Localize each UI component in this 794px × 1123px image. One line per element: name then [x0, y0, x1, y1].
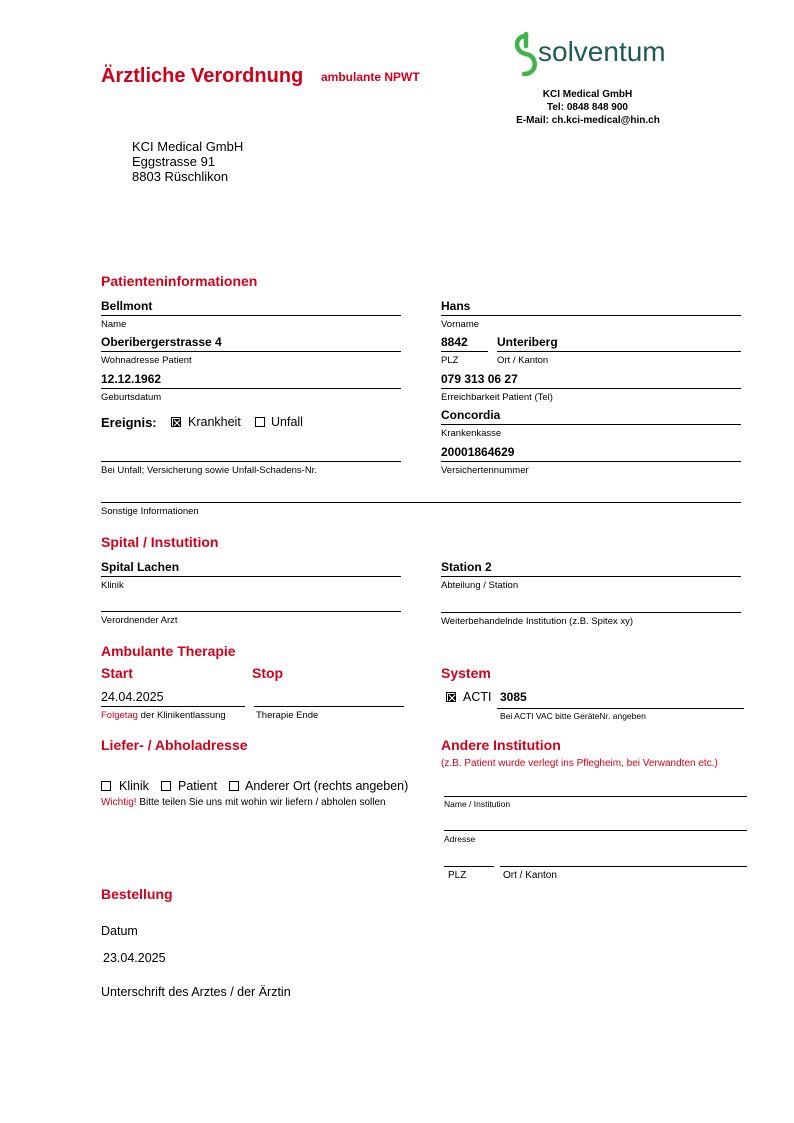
- event-label: Ereignis:: [101, 415, 157, 430]
- patient-address-line: [101, 351, 401, 352]
- company-phone: Tel: 0848 848 900: [547, 102, 628, 113]
- order-date-value[interactable]: 23.04.2025: [103, 951, 166, 965]
- patient-vorname-label: Vorname: [441, 319, 480, 330]
- delivery-note-text: Bitte teilen Sie uns mit wohin wir liefern / abholen sollen: [139, 797, 386, 808]
- checkmark-x-icon: [172, 418, 182, 428]
- order-heading: Bestellung: [101, 886, 173, 902]
- event-krankheit-checkbox[interactable]: [171, 417, 181, 427]
- patient-name-line: [101, 315, 401, 316]
- delivery-heading: Liefer- / Abholadresse: [101, 737, 248, 753]
- start-date-label: [101, 710, 226, 721]
- patient-phone-line: [441, 388, 741, 389]
- accident-label: Bei Unfall; Versicherung sowie Unfall-Schadens-Nr.: [101, 465, 317, 476]
- signature-label: Unterschrift des Arztes / der Ärztin: [101, 985, 291, 999]
- other-plz-line[interactable]: [444, 866, 494, 867]
- doctor-label: Verordnender Arzt: [101, 615, 178, 626]
- device-number-line: [497, 708, 744, 709]
- patient-plz-label: PLZ: [441, 355, 459, 366]
- patient-name-value[interactable]: Bellmont: [101, 299, 153, 313]
- company-name: KCI Medical GmbH: [542, 89, 633, 100]
- hospital-heading: Spital / Instutition: [101, 534, 219, 550]
- clinic-label: Klinik: [101, 580, 124, 591]
- recipient-line-1: KCI Medical GmbH: [132, 139, 244, 154]
- start-label-rest: der Klinikentlassung: [140, 710, 226, 721]
- other-ort-line[interactable]: [500, 866, 747, 867]
- system-acti-label: ACTI: [463, 690, 492, 704]
- form-subtitle: ambulante NPWT: [321, 70, 420, 84]
- insurance-number-line: [441, 461, 741, 462]
- delivery-other-checkbox[interactable]: [229, 781, 239, 791]
- event-unfall-checkbox[interactable]: [255, 417, 265, 427]
- order-date-label: Datum: [101, 924, 138, 938]
- insurance-number-label: Versichertennummer: [441, 465, 529, 476]
- clinic-line: [101, 576, 401, 577]
- insurance-line: [441, 424, 741, 425]
- patient-ort-value[interactable]: Unteriberg: [497, 335, 558, 349]
- other-info-line[interactable]: [101, 502, 741, 503]
- patient-address-label: Wohnadresse Patient: [101, 355, 192, 366]
- insurance-label: Krankenkasse: [441, 428, 502, 439]
- patient-plz-line: [441, 351, 488, 352]
- delivery-patient-checkbox[interactable]: [161, 781, 171, 791]
- other-plz-label: PLZ: [448, 870, 467, 881]
- insurance-number-value[interactable]: 20001864629: [441, 445, 515, 459]
- delivery-note: [101, 797, 386, 808]
- patient-birthdate-label: Geburtsdatum: [101, 392, 162, 403]
- patient-address-value[interactable]: Oberibergerstrasse 4: [101, 335, 222, 349]
- patient-birthdate-value[interactable]: 12.12.1962: [101, 372, 162, 386]
- start-date-value[interactable]: 24.04.2025: [101, 690, 164, 704]
- patient-birthdate-line: [101, 388, 401, 389]
- end-date-line[interactable]: [254, 706, 404, 707]
- patient-phone-value[interactable]: 079 313 06 27: [441, 372, 518, 386]
- system-acti-checkbox[interactable]: [446, 692, 456, 702]
- recipient-line-2: Eggstrasse 91: [132, 154, 216, 169]
- doctor-line[interactable]: [101, 611, 401, 612]
- end-date-label: Therapie Ende: [256, 710, 319, 721]
- patient-vorname-value[interactable]: Hans: [441, 299, 471, 313]
- station-value[interactable]: Station 2: [441, 560, 492, 574]
- other-institution-note: (z.B. Patient wurde verlegt ins Pflegheim, bei Verwandten etc.): [441, 758, 718, 769]
- accident-line[interactable]: [101, 461, 401, 462]
- patient-name-label: Name: [101, 319, 127, 330]
- delivery-klinik-label: Klinik: [119, 779, 149, 793]
- solventum-logo: [510, 32, 685, 80]
- start-label-followday: Folgetag: [101, 710, 138, 721]
- insurance-value[interactable]: Concordia: [441, 408, 501, 422]
- recipient-line-3: 8803 Rüschlikon: [132, 169, 229, 184]
- station-label: Abteilung / Station: [441, 580, 519, 591]
- clinic-value[interactable]: Spital Lachen: [101, 560, 180, 574]
- other-name-label: Name / Institution: [444, 799, 511, 809]
- patient-plz-value[interactable]: 8842: [441, 335, 468, 349]
- delivery-other-label: Anderer Ort (rechts angeben): [245, 779, 409, 793]
- event-krankheit-label: Krankheit: [188, 415, 241, 429]
- device-number-note: Bei ACTI VAC bitte GeräteNr. angeben: [500, 711, 646, 721]
- delivery-patient-label: Patient: [178, 779, 217, 793]
- further-institution-label: Weiterbehandelnde Institution (z.B. Spitex xy): [441, 616, 634, 627]
- further-institution-line[interactable]: [441, 612, 741, 613]
- checkmark-x-icon: [447, 693, 457, 703]
- patient-ort-line: [497, 351, 741, 352]
- logo-wordmark: solventum: [538, 36, 666, 67]
- other-name-line[interactable]: [444, 796, 747, 797]
- delivery-klinik-checkbox[interactable]: [101, 781, 111, 791]
- form-title: Ärztliche Verordnung: [101, 65, 304, 87]
- event-unfall-label: Unfall: [271, 415, 303, 429]
- other-institution-heading: Andere Institution: [441, 737, 561, 753]
- patient-vorname-line: [441, 315, 741, 316]
- start-heading: Start: [101, 665, 133, 681]
- patient-ort-label: Ort / Kanton: [497, 355, 549, 366]
- system-heading: System: [441, 665, 491, 681]
- patient-phone-label: Erreichbarkeit Patient (Tel): [441, 392, 553, 403]
- station-line: [441, 576, 741, 577]
- other-info-label: Sonstige Informationen: [101, 506, 199, 517]
- company-email: E-Mail: ch.kci-medical@hin.ch: [516, 115, 660, 126]
- delivery-note-important: Wichtig!: [101, 797, 137, 808]
- patient-heading: Patienteninformationen: [101, 273, 258, 289]
- other-ort-label: Ort / Kanton: [503, 870, 557, 881]
- therapy-heading: Ambulante Therapie: [101, 643, 236, 659]
- stop-heading: Stop: [252, 665, 284, 681]
- device-number-value[interactable]: 3085: [500, 690, 527, 704]
- other-address-line[interactable]: [444, 830, 747, 831]
- other-address-label: Adresse: [444, 834, 476, 844]
- start-date-line: [101, 706, 245, 707]
